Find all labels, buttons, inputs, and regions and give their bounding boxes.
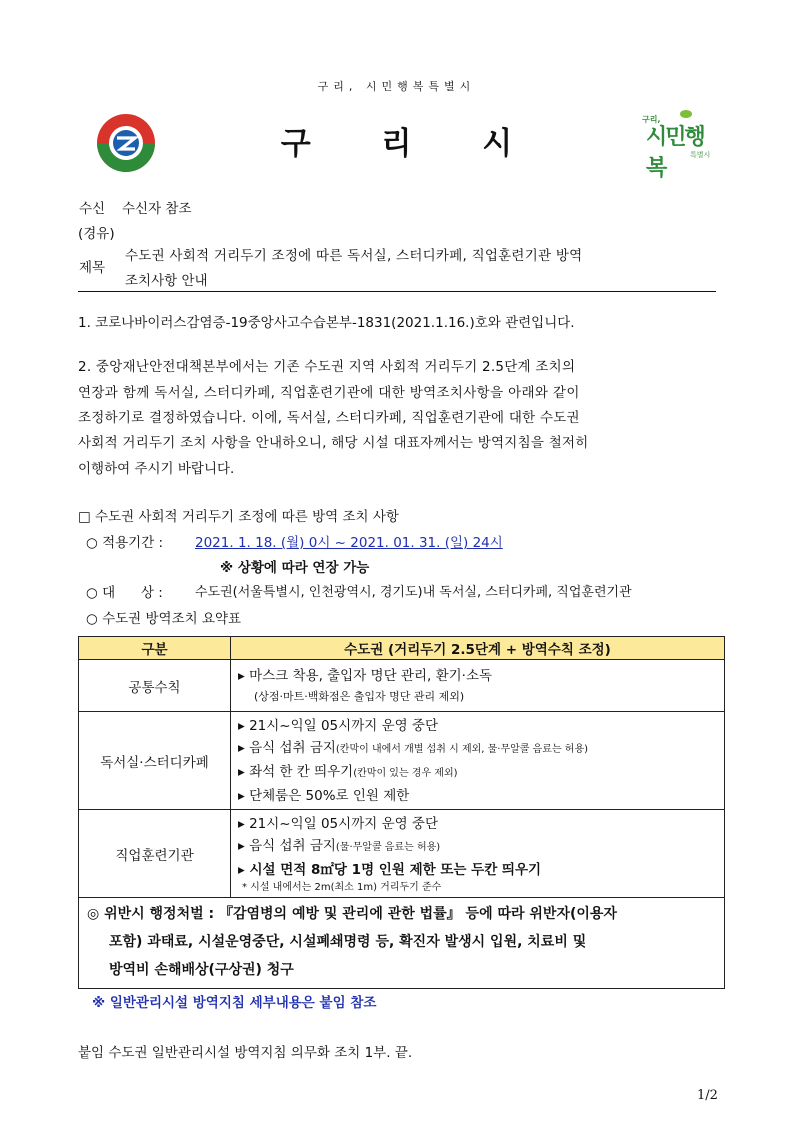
leaf-icon [680,110,692,118]
period-label: ○ 적용기간 : [86,535,164,551]
target-label: ○ 대 상 : [86,585,163,601]
row-category: 독서실·스터디카페 [79,712,231,810]
page-number: 1/2 [697,1088,718,1103]
list-item: ▸ 단체룸은 50%로 인원 제한 [238,787,410,804]
notice-line-2: 포함) 과태료, 시설운영중단, 시설폐쇄명령 등, 확진자 발생시 입원, 치료비 및 [109,934,587,950]
subject-line-1: 수도권 사회적 거리두기 조정에 따른 독서실, 스터디카페, 직업훈련기관 방역 [125,248,583,264]
summary-table-label: ○ 수도권 방역조치 요약표 [86,611,242,627]
notice-line-1: ◎ 위반시 행정처벌 : 『감염병의 예방 및 관리에 관한 법률』 등에 따라 위반자(이용자 [87,906,617,922]
recipient-value: 수신자 참조 [122,201,192,217]
list-item: ▸ 시설 면적 8㎡당 1명 인원 제한 또는 두칸 띄우기 [238,861,542,878]
list-item-text: ▸ 좌석 한 칸 띄우기 [238,763,354,780]
paragraph-2-line-1: 2. 중앙재난안전대책본부에서는 기존 수도권 지역 사회적 거리두기 2.5단계 조치의 [78,359,576,375]
attachment-line: 붙임 수도권 일반관리시설 방역지침 의무화 조치 1부. 끝. [78,1045,413,1061]
row-measures [231,660,725,712]
slogan-logo [640,110,720,181]
list-item-suffix: (칸막이 있는 경우 제외) [353,767,458,779]
penalty-notice [79,898,725,989]
paragraph-2-line-4: 사회적 거리두기 조치 사항을 안내하오니, 해당 시설 대표자께서는 방역지침을 철저히 [78,435,589,451]
list-item [232,737,723,761]
slogan: 구리, 시민행복특별시 [317,80,476,93]
list-item-text: ▸ 음식 섭취 금지 [238,739,336,756]
row-note: (상점·마트·백화점은 출입자 명단 관리 제외) [254,689,465,703]
table-header-row [79,637,725,660]
extension-note: ※ 상황에 따라 연장 가능 [220,560,370,576]
table-header-measures: 수도권 (거리두기 2.5단계 + 방역수칙 조정) [231,637,725,660]
paragraph-2-line-2: 연장과 함께 독서실, 스터디카페, 직업훈련기관에 대한 방역조치사항을 아래와 같이 [78,385,580,401]
recipient-label: 수신 [79,201,106,217]
notice-row [79,898,725,989]
paragraph-1: 1. 코로나바이러스감염증-19중앙사고수습본부-1831(2021.1.16.)호와 관련입니다. [78,315,575,331]
slogan-logo-small: 구리, [642,115,661,124]
table-row [79,810,725,898]
list-item [232,761,723,785]
measures-summary-table [78,636,725,989]
list-item-text: ▸ 음식 섭취 금지 [238,837,336,854]
row-note: * 시설 내에서는 2m(최소 1m) 거리두기 준수 [242,881,442,893]
subject-label: 제목 [79,260,106,276]
row-category: 직업훈련기관 [79,810,231,898]
attachment-reference-note: ※ 일반관리시설 방역지침 세부내용은 붙임 참조 [92,995,377,1011]
list-item: ▸ 21시~익일 05시까지 운영 중단 [238,815,439,832]
title-char-3: 시 [482,126,513,162]
table-row [79,712,725,810]
list-item-suffix: (물·무알콜 음료는 허용) [335,841,441,853]
row-measures [231,810,725,898]
paragraph-2-line-5: 이행하여 주시기 바랍니다. [78,461,235,477]
title-char-2: 리 [381,126,412,162]
period-value: 2021. 1. 18. (월) 0시 ~ 2021. 01. 31. (일) 24시 [195,535,503,551]
row-measures [231,712,725,810]
target-value: 수도권(서울특별시, 인천광역시, 경기도)내 독서실, 스터디카페, 직업훈련기관 [195,585,632,600]
title-char-1: 구 [280,126,311,162]
list-item: ▸ 마스크 착용, 출입자 명단 관리, 환기·소독 [238,667,493,684]
table-row [79,660,725,712]
section-title: □ 수도권 사회적 거리두기 조정에 따른 방역 조치 사항 [78,509,399,525]
row-category: 공통수칙 [79,660,231,712]
slogan-logo-tail: 특별시 [690,151,711,159]
via-label: (경유) [78,226,115,242]
notice-line-3: 방역비 손해배상(구상권) 청구 [109,962,294,978]
slogan-logo-big: 시민행복 [646,125,704,181]
list-item: ▸ 21시~익일 05시까지 운영 중단 [238,717,439,734]
list-item [232,835,723,859]
table-header-category: 구분 [79,637,231,660]
subject-line-2: 조치사항 안내 [125,273,208,289]
paragraph-2-line-3: 조정하기로 결정하였습니다. 이에, 독서실, 스터디카페, 직업훈련기관에 대한 수도권 [78,410,580,426]
header-divider [78,291,716,292]
list-item-suffix: (칸막이 내에서 개별 섭취 시 제외, 물·무알콜 음료는 허용) [335,743,589,755]
